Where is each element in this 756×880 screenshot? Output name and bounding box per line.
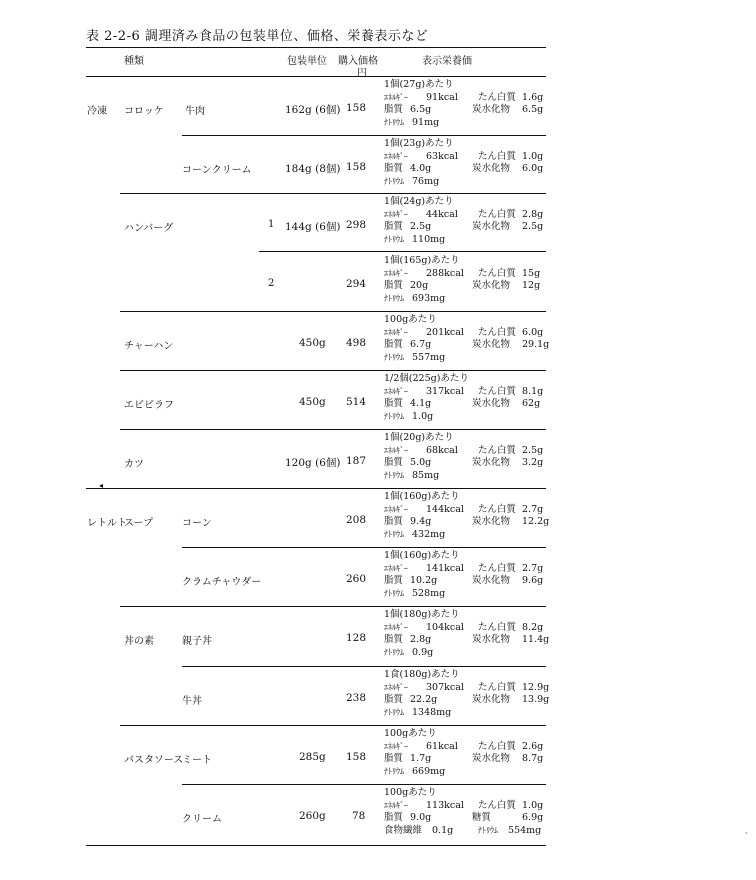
sodium-value: 528mg <box>412 587 446 599</box>
carb-value: 6.9g <box>522 812 544 823</box>
nutrition-basis: 100gあたり <box>384 787 437 798</box>
category-donburi: 丼の素 <box>124 636 154 647</box>
carb-label: 炭水化物 <box>472 339 511 350</box>
section-divider <box>86 488 546 489</box>
energy-value: 44kcal <box>426 208 458 220</box>
fat-label: 脂質 <box>384 104 404 115</box>
header-kind: 種類 <box>124 56 144 67</box>
energy-label: ｴﾈﾙｷﾞｰ <box>384 504 408 514</box>
row-package-unit: 285g <box>299 751 326 763</box>
row-subtype: コーンクリーム <box>182 165 252 176</box>
protein-label: たん白質 <box>478 326 517 338</box>
row-price: 498 <box>346 337 367 349</box>
sodium-value: 85mg <box>412 469 440 481</box>
energy-value: 201kcal <box>426 326 464 338</box>
row-subtype: 2 <box>268 278 275 289</box>
nutrition-block <box>384 255 554 305</box>
protein-value: 2.7g <box>522 562 544 574</box>
sodium-value: 1.0g <box>412 410 434 422</box>
fat-label: 脂質 <box>384 163 404 174</box>
protein-value: 8.2g <box>522 621 544 633</box>
protein-value: 1.0g <box>522 799 544 811</box>
nutrition-block <box>384 314 554 364</box>
sodium-value: 1348mg <box>412 706 452 718</box>
sodium-label: ﾅﾄﾘｳﾑ <box>384 588 404 598</box>
energy-value: 113kcal <box>426 799 464 811</box>
row-subtype: コーン <box>182 518 212 529</box>
sodium-value: 554mg <box>508 824 542 836</box>
fat-label: 脂質 <box>384 753 404 764</box>
header-bottom-rule <box>86 76 546 77</box>
category-pasta: パスタソース <box>124 755 184 766</box>
sodium-value: 669mg <box>412 765 446 777</box>
row-price: 158 <box>346 161 367 173</box>
energy-label: ｴﾈﾙｷﾞｰ <box>384 563 408 573</box>
carb-value: 3.2g <box>522 457 544 468</box>
row-divider <box>120 193 546 194</box>
category-retort: レトルト <box>87 518 127 529</box>
nutrition-basis: 100gあたり <box>384 728 437 739</box>
sodium-value: 110mg <box>412 233 446 245</box>
sodium-label: ﾅﾄﾘｳﾑ <box>384 470 404 480</box>
protein-label: たん白質 <box>478 91 517 103</box>
row-divider <box>120 311 546 312</box>
row-package-unit: 450g <box>299 396 326 408</box>
row-divider <box>120 429 546 430</box>
carb-label: 炭水化物 <box>472 221 511 232</box>
nutrition-block <box>384 787 554 837</box>
carb-value: 12g <box>522 280 541 291</box>
fat-value: 2.5g <box>410 221 432 232</box>
protein-label: たん白質 <box>478 444 517 456</box>
fat-label: 脂質 <box>384 634 404 645</box>
category-katsu: カツ <box>124 459 144 470</box>
row-package-unit: 260g <box>299 810 326 822</box>
row-subtype: 牛丼 <box>182 696 202 707</box>
row-price: 298 <box>346 219 367 231</box>
sodium-label: ﾅﾄﾘｳﾑ <box>384 234 404 244</box>
energy-value: 63kcal <box>426 150 458 162</box>
energy-label: ｴﾈﾙｷﾞｰ <box>384 327 408 337</box>
energy-label: ｴﾈﾙｷﾞｰ <box>384 386 408 396</box>
protein-value: 1.0g <box>522 150 544 162</box>
protein-label: たん白質 <box>478 681 517 693</box>
header-unit: 包装単位 <box>287 56 327 67</box>
carb-value: 2.5g <box>522 221 544 232</box>
sodium-label: ﾅﾄﾘｳﾑ <box>384 352 404 362</box>
protein-label: たん白質 <box>478 208 517 220</box>
header-price-unit: 円 <box>357 68 367 79</box>
protein-value: 12.9g <box>522 681 550 693</box>
nutrition-basis: 1/2個(225g)あたり <box>384 373 469 384</box>
fat-value: 10.2g <box>410 575 438 586</box>
fat-value: 4.0g <box>410 163 432 174</box>
nutrition-block <box>384 432 554 482</box>
row-price: 294 <box>346 278 367 290</box>
energy-value: 104kcal <box>426 621 464 633</box>
nutrition-block <box>384 550 554 600</box>
carb-label: 糖質 <box>472 812 492 823</box>
header-nutrition: 表示栄養価 <box>422 56 472 67</box>
row-price: 187 <box>346 455 367 467</box>
fat-label: 脂質 <box>384 457 404 468</box>
row-price: 128 <box>346 632 367 644</box>
nutrition-block <box>384 373 554 423</box>
sodium-value: 0.9g <box>412 646 434 658</box>
nutrition-basis: 1個(160g)あたり <box>384 491 460 502</box>
protein-label: たん白質 <box>478 385 517 397</box>
sodium-label: ﾅﾄﾘｳﾑ <box>384 411 404 421</box>
carb-label: 炭水化物 <box>472 575 511 586</box>
row-package-unit: 162g (6個) <box>285 104 341 116</box>
protein-value: 15g <box>522 267 541 279</box>
energy-label: ｴﾈﾙｷﾞｰ <box>384 741 408 751</box>
category-croquette: コロッケ <box>124 106 164 117</box>
nutrition-basis: 1個(180g)あたり <box>384 609 460 620</box>
fat-value: 2.8g <box>410 634 432 645</box>
protein-value: 8.1g <box>522 385 544 397</box>
carb-label: 炭水化物 <box>472 280 511 291</box>
carb-label: 炭水化物 <box>472 516 511 527</box>
row-price: 260 <box>346 573 367 585</box>
energy-value: 288kcal <box>426 267 464 279</box>
energy-value: 91kcal <box>426 91 458 103</box>
nutrition-basis: 1個(20g)あたり <box>384 432 454 443</box>
protein-label: たん白質 <box>478 562 517 574</box>
sodium-label: ﾅﾄﾘｳﾑ <box>384 529 404 539</box>
energy-label: ｴﾈﾙｷﾞｰ <box>384 151 408 161</box>
carb-label: 炭水化物 <box>472 163 511 174</box>
fat-value: 4.1g <box>410 398 432 409</box>
row-price: 208 <box>346 514 367 526</box>
fat-value: 9.4g <box>410 516 432 527</box>
fat-value: 20g <box>410 280 429 291</box>
category-chahan: チャーハン <box>124 341 174 352</box>
fat-label: 脂質 <box>384 339 404 350</box>
fat-value: 5.0g <box>410 457 432 468</box>
protein-label: たん白質 <box>478 740 517 752</box>
row-divider <box>182 547 546 548</box>
fat-label: 脂質 <box>384 221 404 232</box>
nutrition-basis: 1個(165g)あたり <box>384 255 460 266</box>
carb-value: 13.9g <box>522 694 550 705</box>
fat-label: 脂質 <box>384 280 404 291</box>
energy-value: 141kcal <box>426 562 464 574</box>
carb-label: 炭水化物 <box>472 753 511 764</box>
fat-label: 脂質 <box>384 516 404 527</box>
category-pilaf: エビピラフ <box>124 400 174 411</box>
sodium-value: 557mg <box>412 351 446 363</box>
protein-value: 2.6g <box>522 740 544 752</box>
energy-value: 61kcal <box>426 740 458 752</box>
protein-value: 6.0g <box>522 326 544 338</box>
row-subtype: クラムチャウダー <box>182 577 262 588</box>
category-hamburg: ハンバーグ <box>124 223 174 234</box>
row-subtype: ミート <box>182 755 212 766</box>
nutrition-basis: 1個(27g)あたり <box>384 79 454 90</box>
sodium-label: ﾅﾄﾘｳﾑ <box>384 176 404 186</box>
sodium-label: ﾅﾄﾘｳﾑ <box>384 117 404 127</box>
row-subtype: クリーム <box>182 814 222 825</box>
fat-label: 脂質 <box>384 398 404 409</box>
nutrition-block <box>384 491 554 541</box>
row-price: 514 <box>346 396 367 408</box>
fiber-value: 0.1g <box>432 824 454 836</box>
energy-label: ｴﾈﾙｷﾞｰ <box>384 268 408 278</box>
carb-value: 6.5g <box>522 104 544 115</box>
nutrition-block <box>384 609 554 659</box>
nutrition-block <box>384 196 554 246</box>
protein-label: たん白質 <box>478 621 517 633</box>
energy-value: 307kcal <box>426 681 464 693</box>
stray-mark: ◂ <box>99 481 104 490</box>
nutrition-block <box>384 669 554 719</box>
row-package-unit: 120g (6個) <box>285 457 341 469</box>
row-divider <box>259 251 546 252</box>
nutrition-basis: 1個(23g)あたり <box>384 138 454 149</box>
nutrition-basis: 1食(180g)あたり <box>384 669 460 680</box>
carb-label: 炭水化物 <box>472 694 511 705</box>
fat-value: 1.7g <box>410 753 432 764</box>
energy-value: 68kcal <box>426 444 458 456</box>
energy-label: ｴﾈﾙｷﾞｰ <box>384 92 408 102</box>
row-subtype: 親子丼 <box>182 636 212 647</box>
carb-label: 炭水化物 <box>472 457 511 468</box>
row-divider <box>120 725 546 726</box>
table-bottom-rule <box>86 845 546 846</box>
fiber-label: 食物繊維 <box>384 824 423 836</box>
sodium-value: 76mg <box>412 175 440 187</box>
row-subtype: 1 <box>268 219 275 230</box>
fat-label: 脂質 <box>384 575 404 586</box>
protein-value: 2.5g <box>522 444 544 456</box>
row-divider <box>120 606 546 607</box>
row-price: 158 <box>346 102 367 114</box>
sodium-value: 432mg <box>412 528 446 540</box>
fat-value: 6.7g <box>410 339 432 350</box>
nutrition-basis: 100gあたり <box>384 314 437 325</box>
carb-value: 11.4g <box>522 634 550 645</box>
table-title: 表 2-2-6 調理済み食品の包装単位、価格、栄養表示など <box>86 29 429 44</box>
energy-value: 317kcal <box>426 385 464 397</box>
fat-value: 6.5g <box>410 104 432 115</box>
sodium-label: ﾅﾄﾘｳﾑ <box>384 707 404 717</box>
category-frozen: 冷凍 <box>87 106 107 117</box>
protein-value: 2.8g <box>522 208 544 220</box>
sodium-label: ﾅﾄﾘｳﾑ <box>384 647 404 657</box>
energy-label: ｴﾈﾙｷﾞｰ <box>384 445 408 455</box>
carb-value: 9.6g <box>522 575 544 586</box>
energy-label: ｴﾈﾙｷﾞｰ <box>384 682 408 692</box>
row-divider <box>120 370 546 371</box>
protein-label: たん白質 <box>478 799 517 811</box>
row-divider <box>182 135 546 136</box>
carb-label: 炭水化物 <box>472 398 511 409</box>
protein-label: たん白質 <box>478 150 517 162</box>
row-package-unit: 184g (8個) <box>285 163 341 175</box>
category-soup: スープ <box>124 518 153 529</box>
header-top-rule <box>86 47 546 48</box>
protein-label: たん白質 <box>478 503 517 515</box>
row-package-unit: 450g <box>299 337 326 349</box>
energy-label: ｴﾈﾙｷﾞｰ <box>384 800 408 810</box>
nutrition-basis: 1個(160g)あたり <box>384 550 460 561</box>
sodium-value: 91mg <box>412 116 440 128</box>
row-divider <box>182 666 546 667</box>
stray-mark: · <box>745 829 748 838</box>
sodium-value: 693mg <box>412 292 446 304</box>
sodium-label: ﾅﾄﾘｳﾑ <box>478 825 498 835</box>
protein-label: たん白質 <box>478 267 517 279</box>
carb-value: 29.1g <box>522 339 550 350</box>
fat-value: 9.0g <box>410 812 432 823</box>
carb-label: 炭水化物 <box>472 634 511 645</box>
nutrition-block <box>384 79 554 129</box>
row-price: 238 <box>346 692 367 704</box>
nutrition-block <box>384 728 554 778</box>
row-price: 158 <box>346 751 367 763</box>
sodium-label: ﾅﾄﾘｳﾑ <box>384 766 404 776</box>
row-divider <box>182 784 546 785</box>
carb-value: 6.0g <box>522 163 544 174</box>
fat-label: 脂質 <box>384 812 404 823</box>
row-package-unit: 144g (6個) <box>285 221 341 233</box>
header-price: 購入価格 <box>338 56 378 67</box>
energy-value: 144kcal <box>426 503 464 515</box>
energy-label: ｴﾈﾙｷﾞｰ <box>384 209 408 219</box>
row-price: 78 <box>352 810 366 822</box>
fat-label: 脂質 <box>384 694 404 705</box>
carb-value: 8.7g <box>522 753 544 764</box>
fat-value: 22.2g <box>410 694 438 705</box>
carb-value: 12.2g <box>522 516 550 527</box>
nutrition-block <box>384 138 554 188</box>
row-subtype: 牛肉 <box>185 106 205 117</box>
nutrition-basis: 1個(24g)あたり <box>384 196 454 207</box>
carb-value: 62g <box>522 398 541 409</box>
protein-value: 1.6g <box>522 91 544 103</box>
protein-value: 2.7g <box>522 503 544 515</box>
energy-label: ｴﾈﾙｷﾞｰ <box>384 622 408 632</box>
carb-label: 炭水化物 <box>472 104 511 115</box>
sodium-label: ﾅﾄﾘｳﾑ <box>384 293 404 303</box>
